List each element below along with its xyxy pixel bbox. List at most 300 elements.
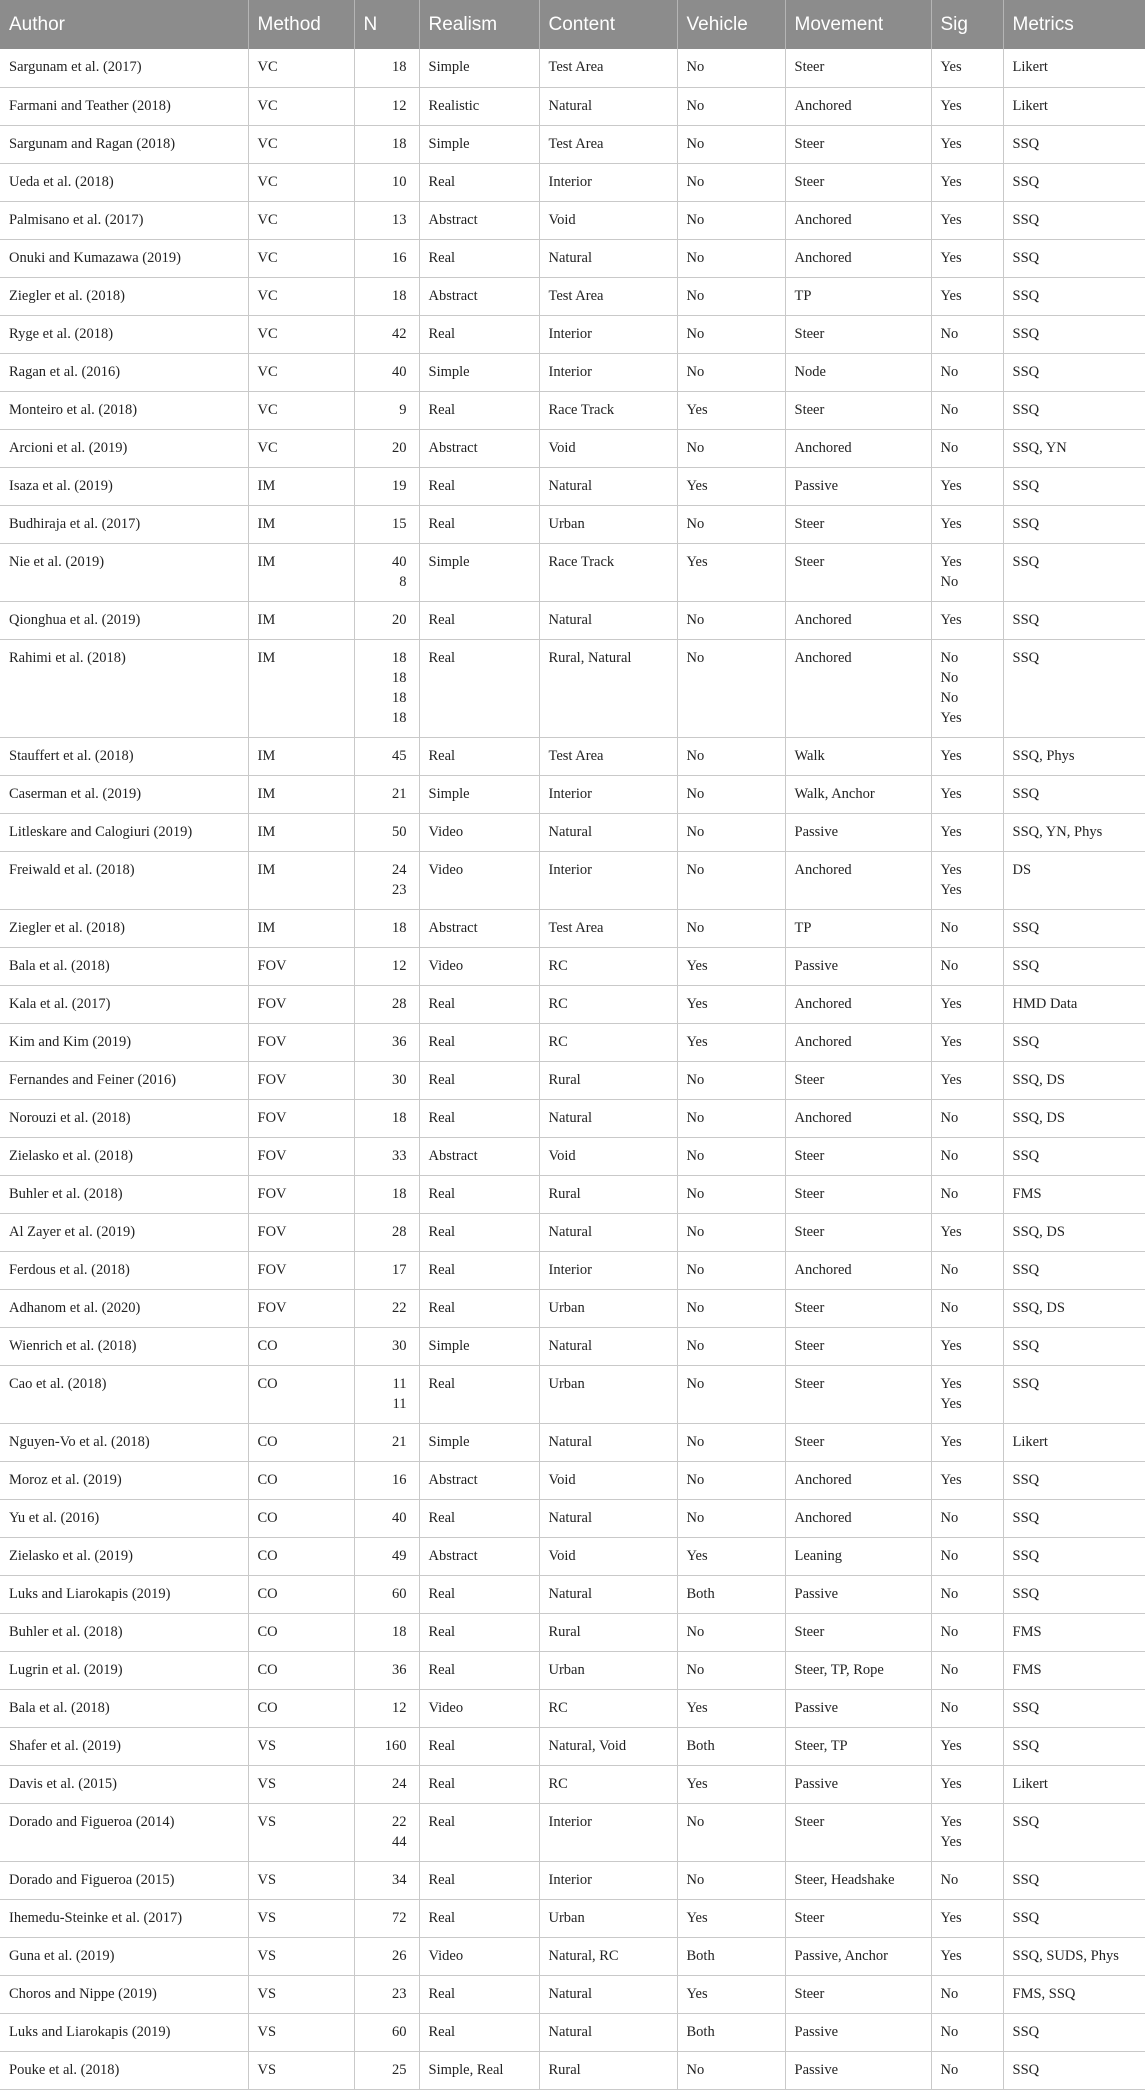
cell-metrics: SSQ: [1003, 1727, 1145, 1765]
cell-n: [354, 1213, 419, 1251]
header-sig: Sig: [931, 0, 1003, 49]
table-row: [0, 1899, 1145, 1937]
n-value: 18: [392, 919, 407, 936]
cell-author: Sargunam and Ragan (2018): [0, 125, 248, 163]
sig-value: Yes: [940, 995, 962, 1012]
sig-value: Yes: [940, 823, 962, 840]
cell-metrics: SSQ, YN, Phys: [1003, 813, 1145, 851]
sig-value: Yes: [940, 1223, 962, 1240]
cell-method: FOV: [248, 1099, 354, 1137]
cell-content: Interior: [539, 1861, 677, 1899]
cell-method: CO: [248, 1651, 354, 1689]
table-row: [0, 1023, 1145, 1061]
cell-content: Urban: [539, 1651, 677, 1689]
table-row: [0, 985, 1145, 1023]
cell-sig: [931, 2051, 1003, 2089]
sig-value: Yes: [940, 747, 962, 764]
table-row: [0, 639, 1145, 737]
cell-author: Qionghua et al. (2019): [0, 601, 248, 639]
cell-n: [354, 851, 419, 909]
cell-author: Bala et al. (2018): [0, 1689, 248, 1727]
header-metrics: Metrics: [1003, 0, 1145, 49]
cell-n: [354, 1365, 419, 1423]
cell-vehicle: Both: [677, 2013, 785, 2051]
table-row: [0, 315, 1145, 353]
cell-realism: Real: [419, 1099, 539, 1137]
cell-method: CO: [248, 1365, 354, 1423]
cell-content: Interior: [539, 353, 677, 391]
cell-method: IM: [248, 813, 354, 851]
cell-method: CO: [248, 1689, 354, 1727]
cell-n: [354, 543, 419, 601]
cell-metrics: SSQ: [1003, 277, 1145, 315]
cell-vehicle: No: [677, 277, 785, 315]
cell-realism: Simple: [419, 1423, 539, 1461]
table-row: [0, 813, 1145, 851]
cell-realism: Real: [419, 163, 539, 201]
cell-realism: Real: [419, 1023, 539, 1061]
cell-sig: [931, 639, 1003, 737]
cell-method: VC: [248, 201, 354, 239]
cell-author: Yu et al. (2016): [0, 1499, 248, 1537]
table-row: [0, 125, 1145, 163]
cell-realism: Real: [419, 1803, 539, 1861]
cell-sig: [931, 1727, 1003, 1765]
n-value: 18: [392, 649, 407, 666]
n-value: 18: [392, 669, 407, 686]
n-value: 24: [392, 1775, 407, 1792]
cell-content: Natural: [539, 1099, 677, 1137]
cell-author: Kim and Kim (2019): [0, 1023, 248, 1061]
n-value: 17: [392, 1261, 407, 1278]
sig-value: No: [940, 2061, 959, 2078]
cell-metrics: SSQ: [1003, 1861, 1145, 1899]
n-value: 9: [399, 401, 407, 418]
cell-author: Ueda et al. (2018): [0, 163, 248, 201]
cell-metrics: SSQ: [1003, 239, 1145, 277]
cell-author: Guna et al. (2019): [0, 1937, 248, 1975]
cell-movement: Passive, Anchor: [785, 1937, 931, 1975]
cell-sig: [931, 277, 1003, 315]
cell-content: Void: [539, 1537, 677, 1575]
cell-vehicle: No: [677, 353, 785, 391]
cell-movement: Steer: [785, 1327, 931, 1365]
sig-value: Yes: [940, 515, 962, 532]
cell-method: CO: [248, 1499, 354, 1537]
cell-metrics: Likert: [1003, 1765, 1145, 1803]
cell-movement: Anchored: [785, 1251, 931, 1289]
n-value: 60: [392, 2023, 407, 2040]
cell-method: IM: [248, 737, 354, 775]
cell-realism: Abstract: [419, 277, 539, 315]
n-value: 160: [384, 1737, 407, 1754]
cell-metrics: FMS: [1003, 1613, 1145, 1651]
cell-content: Test Area: [539, 737, 677, 775]
cell-content: Interior: [539, 163, 677, 201]
n-value: 19: [392, 477, 407, 494]
cell-content: Rural: [539, 2051, 677, 2089]
cell-sig: [931, 1023, 1003, 1061]
cell-author: Adhanom et al. (2020): [0, 1289, 248, 1327]
table-row: [0, 1727, 1145, 1765]
cell-content: Void: [539, 1461, 677, 1499]
cell-author: Palmisano et al. (2017): [0, 201, 248, 239]
n-value: 18: [392, 135, 407, 152]
table-row: [0, 467, 1145, 505]
n-value: 50: [392, 823, 407, 840]
cell-method: VS: [248, 1727, 354, 1765]
cell-n: [354, 1613, 419, 1651]
cell-method: VS: [248, 2051, 354, 2089]
cell-content: Void: [539, 201, 677, 239]
cell-sig: [931, 909, 1003, 947]
cell-movement: Steer: [785, 1975, 931, 2013]
cell-vehicle: Yes: [677, 467, 785, 505]
cell-vehicle: No: [677, 1061, 785, 1099]
cell-author: Budhiraja et al. (2017): [0, 505, 248, 543]
n-value: 18: [392, 287, 407, 304]
cell-sig: [931, 1765, 1003, 1803]
n-value: 13: [392, 211, 407, 228]
n-value: 20: [392, 439, 407, 456]
cell-metrics: SSQ: [1003, 201, 1145, 239]
cell-realism: Real: [419, 1289, 539, 1327]
sig-value: No: [940, 1299, 959, 1316]
cell-method: VC: [248, 429, 354, 467]
cell-vehicle: No: [677, 1251, 785, 1289]
cell-metrics: SSQ: [1003, 1365, 1145, 1423]
cell-movement: Passive: [785, 467, 931, 505]
cell-content: RC: [539, 1689, 677, 1727]
cell-author: Pouke et al. (2018): [0, 2051, 248, 2089]
cell-author: Rahimi et al. (2018): [0, 639, 248, 737]
cell-realism: Abstract: [419, 429, 539, 467]
cell-n: [354, 315, 419, 353]
cell-content: Natural: [539, 467, 677, 505]
table-row: [0, 277, 1145, 315]
cell-vehicle: No: [677, 1499, 785, 1537]
cell-content: Natural: [539, 239, 677, 277]
cell-realism: Abstract: [419, 1461, 539, 1499]
n-value: 18: [392, 709, 407, 726]
cell-movement: Anchored: [785, 1461, 931, 1499]
cell-n: [354, 1689, 419, 1727]
cell-movement: Passive: [785, 1689, 931, 1727]
cell-method: CO: [248, 1537, 354, 1575]
cell-n: [354, 1861, 419, 1899]
cell-vehicle: No: [677, 1613, 785, 1651]
cell-content: Interior: [539, 851, 677, 909]
cell-author: Arcioni et al. (2019): [0, 429, 248, 467]
cell-realism: Simple: [419, 775, 539, 813]
cell-sig: [931, 1651, 1003, 1689]
cell-metrics: SSQ: [1003, 1803, 1145, 1861]
cell-realism: Real: [419, 639, 539, 737]
cell-n: [354, 239, 419, 277]
cell-method: VC: [248, 49, 354, 87]
cell-metrics: SSQ, SUDS, Phys: [1003, 1937, 1145, 1975]
cell-metrics: SSQ: [1003, 639, 1145, 737]
cell-vehicle: No: [677, 163, 785, 201]
cell-vehicle: Both: [677, 1937, 785, 1975]
n-value: 22: [392, 1299, 407, 1316]
cell-metrics: SSQ: [1003, 775, 1145, 813]
cell-n: [354, 467, 419, 505]
cell-metrics: FMS: [1003, 1651, 1145, 1689]
cell-method: FOV: [248, 1061, 354, 1099]
cell-vehicle: No: [677, 315, 785, 353]
cell-sig: [931, 1365, 1003, 1423]
table-row: [0, 201, 1145, 239]
cell-vehicle: No: [677, 1803, 785, 1861]
cell-author: Al Zayer et al. (2019): [0, 1213, 248, 1251]
cell-author: Caserman et al. (2019): [0, 775, 248, 813]
cell-movement: Anchored: [785, 1023, 931, 1061]
header-movement: Movement: [785, 0, 931, 49]
table-row: [0, 1099, 1145, 1137]
cell-movement: Steer: [785, 1289, 931, 1327]
table-row: [0, 163, 1145, 201]
header-realism: Realism: [419, 0, 539, 49]
cell-author: Onuki and Kumazawa (2019): [0, 239, 248, 277]
cell-movement: Steer: [785, 1175, 931, 1213]
n-value: 23: [392, 881, 407, 898]
cell-content: Void: [539, 429, 677, 467]
cell-realism: Simple: [419, 49, 539, 87]
cell-sig: [931, 1327, 1003, 1365]
table-row: [0, 601, 1145, 639]
cell-realism: Real: [419, 2013, 539, 2051]
cell-realism: Video: [419, 947, 539, 985]
cell-content: Urban: [539, 1365, 677, 1423]
cell-sig: [931, 985, 1003, 1023]
cell-n: [354, 201, 419, 239]
cell-realism: Real: [419, 1727, 539, 1765]
table-row: [0, 429, 1145, 467]
cell-n: [354, 87, 419, 125]
cell-vehicle: Both: [677, 1575, 785, 1613]
n-value: 26: [392, 1947, 407, 1964]
sig-value: No: [940, 363, 959, 380]
n-value: 30: [392, 1337, 407, 1354]
sig-value: No: [940, 1985, 959, 2002]
cell-movement: Anchored: [785, 1499, 931, 1537]
cell-sig: [931, 1213, 1003, 1251]
cell-n: [354, 1061, 419, 1099]
table-row: [0, 1251, 1145, 1289]
cell-sig: [931, 1689, 1003, 1727]
cell-vehicle: No: [677, 775, 785, 813]
cell-method: FOV: [248, 1023, 354, 1061]
n-value: 28: [392, 995, 407, 1012]
n-value: 10: [392, 173, 407, 190]
cell-vehicle: No: [677, 1861, 785, 1899]
cell-realism: Abstract: [419, 201, 539, 239]
cell-movement: Node: [785, 353, 931, 391]
table-row: [0, 1861, 1145, 1899]
cell-metrics: SSQ: [1003, 1251, 1145, 1289]
cell-method: FOV: [248, 985, 354, 1023]
sig-value: Yes: [940, 881, 962, 898]
cell-movement: Steer: [785, 1899, 931, 1937]
cell-content: Natural: [539, 1213, 677, 1251]
cell-method: IM: [248, 639, 354, 737]
n-value: 8: [399, 573, 407, 590]
cell-method: VC: [248, 163, 354, 201]
cell-sig: [931, 467, 1003, 505]
n-value: 22: [392, 1813, 407, 1830]
cell-vehicle: No: [677, 909, 785, 947]
cell-author: Farmani and Teather (2018): [0, 87, 248, 125]
cell-movement: TP: [785, 909, 931, 947]
cell-vehicle: No: [677, 1137, 785, 1175]
cell-author: Buhler et al. (2018): [0, 1613, 248, 1651]
cell-realism: Video: [419, 1937, 539, 1975]
cell-realism: Abstract: [419, 1537, 539, 1575]
cell-metrics: SSQ, DS: [1003, 1289, 1145, 1327]
cell-author: Zielasko et al. (2019): [0, 1537, 248, 1575]
cell-n: [354, 1251, 419, 1289]
table-row: [0, 1975, 1145, 2013]
cell-n: [354, 1765, 419, 1803]
cell-method: VS: [248, 2013, 354, 2051]
cell-author: Ziegler et al. (2018): [0, 277, 248, 315]
sig-value: No: [940, 1261, 959, 1278]
cell-n: [354, 1537, 419, 1575]
cell-realism: Abstract: [419, 1137, 539, 1175]
cell-metrics: SSQ: [1003, 1899, 1145, 1937]
n-value: 40: [392, 1509, 407, 1526]
cell-vehicle: No: [677, 1289, 785, 1327]
cell-vehicle: No: [677, 87, 785, 125]
cell-metrics: SSQ: [1003, 391, 1145, 429]
cell-content: Rural: [539, 1175, 677, 1213]
cell-metrics: SSQ: [1003, 2013, 1145, 2051]
cell-realism: Real: [419, 737, 539, 775]
cell-n: [354, 1289, 419, 1327]
cell-sig: [931, 1975, 1003, 2013]
cell-realism: Real: [419, 1899, 539, 1937]
cell-sig: [931, 1937, 1003, 1975]
cell-method: IM: [248, 543, 354, 601]
table-row: [0, 1937, 1145, 1975]
sig-value: Yes: [940, 1947, 962, 1964]
cell-vehicle: No: [677, 1327, 785, 1365]
sig-value: Yes: [940, 1071, 962, 1088]
cell-realism: Realistic: [419, 87, 539, 125]
cell-author: Luks and Liarokapis (2019): [0, 2013, 248, 2051]
sig-value: No: [940, 1147, 959, 1164]
cell-author: Kala et al. (2017): [0, 985, 248, 1023]
cell-movement: Anchored: [785, 985, 931, 1023]
cell-sig: [931, 1499, 1003, 1537]
n-value: 33: [392, 1147, 407, 1164]
cell-movement: Walk, Anchor: [785, 775, 931, 813]
table-row: [0, 1175, 1145, 1213]
cell-sig: [931, 1251, 1003, 1289]
cell-author: Luks and Liarokapis (2019): [0, 1575, 248, 1613]
cell-author: Wienrich et al. (2018): [0, 1327, 248, 1365]
cell-content: RC: [539, 1765, 677, 1803]
cell-movement: Steer: [785, 49, 931, 87]
cell-n: [354, 1023, 419, 1061]
cell-movement: Anchored: [785, 201, 931, 239]
cell-n: [354, 1937, 419, 1975]
n-value: 15: [392, 515, 407, 532]
cell-metrics: SSQ, YN: [1003, 429, 1145, 467]
sig-value: No: [940, 2023, 959, 2040]
table-row: [0, 1803, 1145, 1861]
cell-content: Void: [539, 1137, 677, 1175]
cell-realism: Real: [419, 1975, 539, 2013]
n-value: 45: [392, 747, 407, 764]
table-row: [0, 391, 1145, 429]
n-value: 40: [392, 553, 407, 570]
cell-movement: Anchored: [785, 601, 931, 639]
cell-metrics: SSQ: [1003, 2051, 1145, 2089]
cell-vehicle: No: [677, 2051, 785, 2089]
cell-movement: Anchored: [785, 639, 931, 737]
cell-vehicle: Yes: [677, 1765, 785, 1803]
cell-n: [354, 391, 419, 429]
cell-content: Rural: [539, 1061, 677, 1099]
cell-method: IM: [248, 775, 354, 813]
n-value: 20: [392, 611, 407, 628]
cell-movement: Passive: [785, 1765, 931, 1803]
table-row: [0, 505, 1145, 543]
cell-sig: [931, 1575, 1003, 1613]
cell-realism: Real: [419, 1499, 539, 1537]
cell-realism: Real: [419, 1061, 539, 1099]
cell-sig: [931, 1175, 1003, 1213]
table-row: [0, 1613, 1145, 1651]
sig-value: No: [940, 401, 959, 418]
cell-vehicle: No: [677, 505, 785, 543]
cell-vehicle: No: [677, 813, 785, 851]
cell-movement: Anchored: [785, 429, 931, 467]
cell-movement: Steer: [785, 505, 931, 543]
cell-movement: Walk: [785, 737, 931, 775]
cell-realism: Real: [419, 985, 539, 1023]
cell-author: Ihemedu-Steinke et al. (2017): [0, 1899, 248, 1937]
cell-n: [354, 505, 419, 543]
cell-movement: Steer, Headshake: [785, 1861, 931, 1899]
cell-n: [354, 737, 419, 775]
cell-method: CO: [248, 1327, 354, 1365]
cell-content: Natural: [539, 1575, 677, 1613]
cell-metrics: SSQ: [1003, 1137, 1145, 1175]
cell-content: Interior: [539, 775, 677, 813]
table-row: [0, 1213, 1145, 1251]
cell-realism: Video: [419, 851, 539, 909]
cell-metrics: SSQ: [1003, 1461, 1145, 1499]
cell-metrics: SSQ, DS: [1003, 1213, 1145, 1251]
cell-realism: Video: [419, 813, 539, 851]
cell-metrics: SSQ: [1003, 505, 1145, 543]
sig-value: Yes: [940, 1775, 962, 1792]
cell-content: Test Area: [539, 49, 677, 87]
cell-metrics: HMD Data: [1003, 985, 1145, 1023]
cell-author: Stauffert et al. (2018): [0, 737, 248, 775]
table-row: [0, 1765, 1145, 1803]
table-row: [0, 1689, 1145, 1727]
cell-author: Ragan et al. (2016): [0, 353, 248, 391]
cell-method: FOV: [248, 1289, 354, 1327]
cell-movement: Steer: [785, 1213, 931, 1251]
cell-method: VC: [248, 277, 354, 315]
cell-sig: [931, 947, 1003, 985]
cell-sig: [931, 1061, 1003, 1099]
